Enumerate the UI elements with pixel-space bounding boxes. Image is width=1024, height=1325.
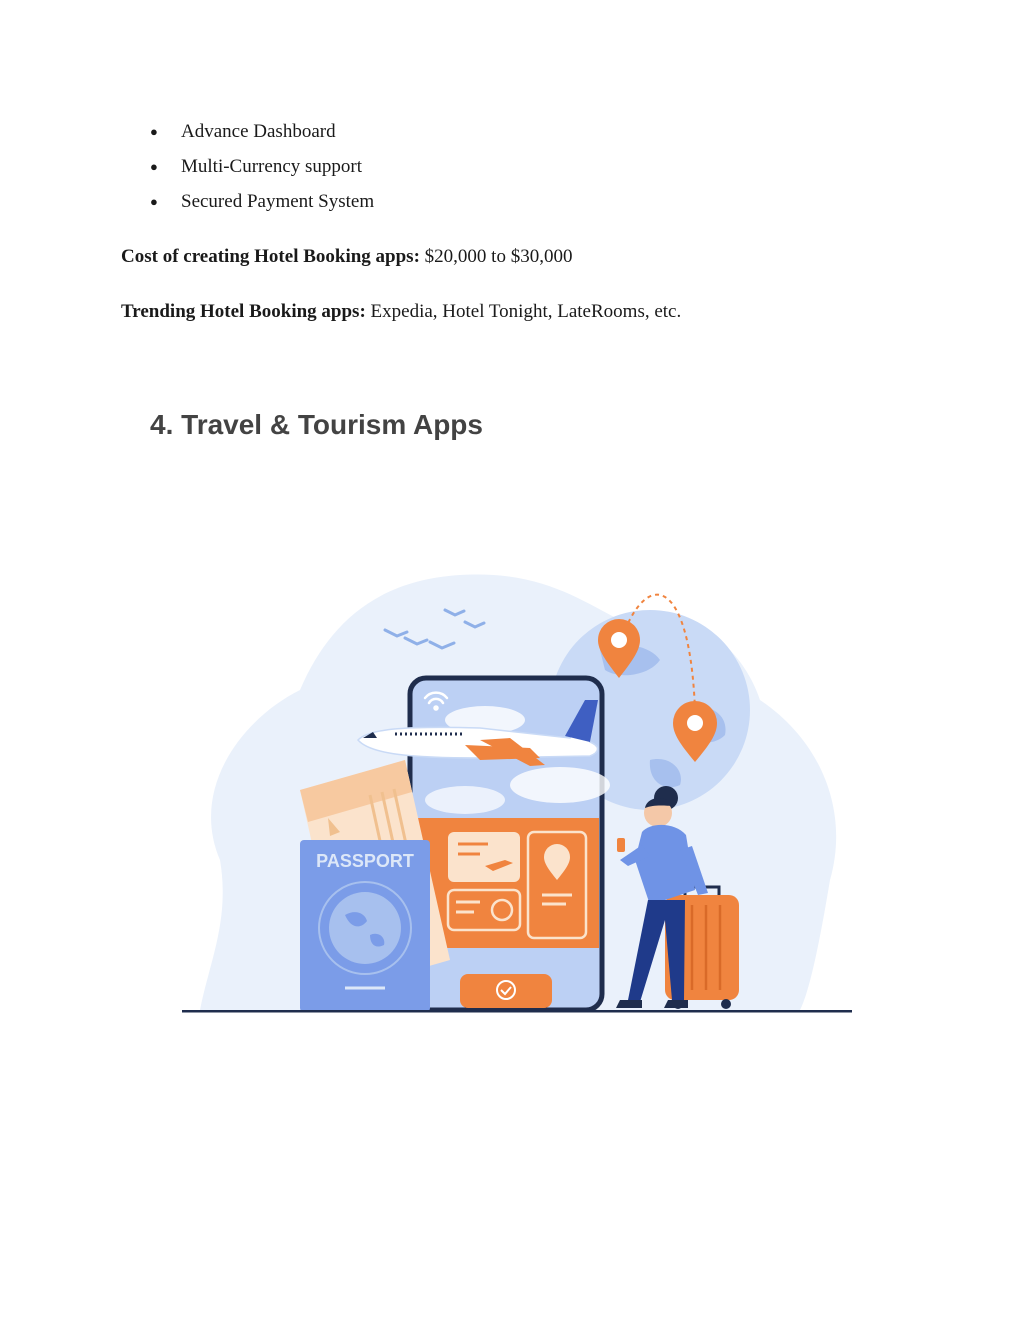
- trending-paragraph: [121, 300, 681, 324]
- cost-value: $20,000 to $30,000: [419, 246, 573, 267]
- feature-text: Multi-Currency support: [181, 156, 363, 177]
- list-item: [150, 153, 374, 188]
- cost-paragraph: [121, 245, 572, 269]
- list-item: [150, 188, 374, 223]
- passport-label: PASSPORT: [316, 851, 414, 871]
- bullet-icon: ●: [150, 159, 158, 174]
- ground-line-icon: [182, 1010, 852, 1013]
- bullet-icon: ●: [150, 124, 158, 139]
- passport-icon: [300, 840, 430, 1012]
- feature-list: [150, 118, 374, 223]
- feature-text: Advance Dashboard: [181, 121, 336, 142]
- bullet-icon: ●: [150, 194, 158, 209]
- ticket-card-icon: [448, 832, 520, 882]
- trending-label: Trending Hotel Booking apps:: [121, 301, 366, 322]
- trending-value: Expedia, Hotel Tonight, LateRooms, etc.: [365, 301, 682, 322]
- feature-text: Secured Payment System: [181, 191, 375, 212]
- section-heading: 4. Travel & Tourism Apps: [150, 409, 483, 440]
- cost-label: Cost of creating Hotel Booking apps:: [121, 246, 420, 267]
- travel-illustration-svg: [180, 560, 855, 1020]
- confirm-button-icon: [460, 974, 552, 1008]
- travel-illustration: [180, 560, 855, 1020]
- list-item: [150, 118, 374, 153]
